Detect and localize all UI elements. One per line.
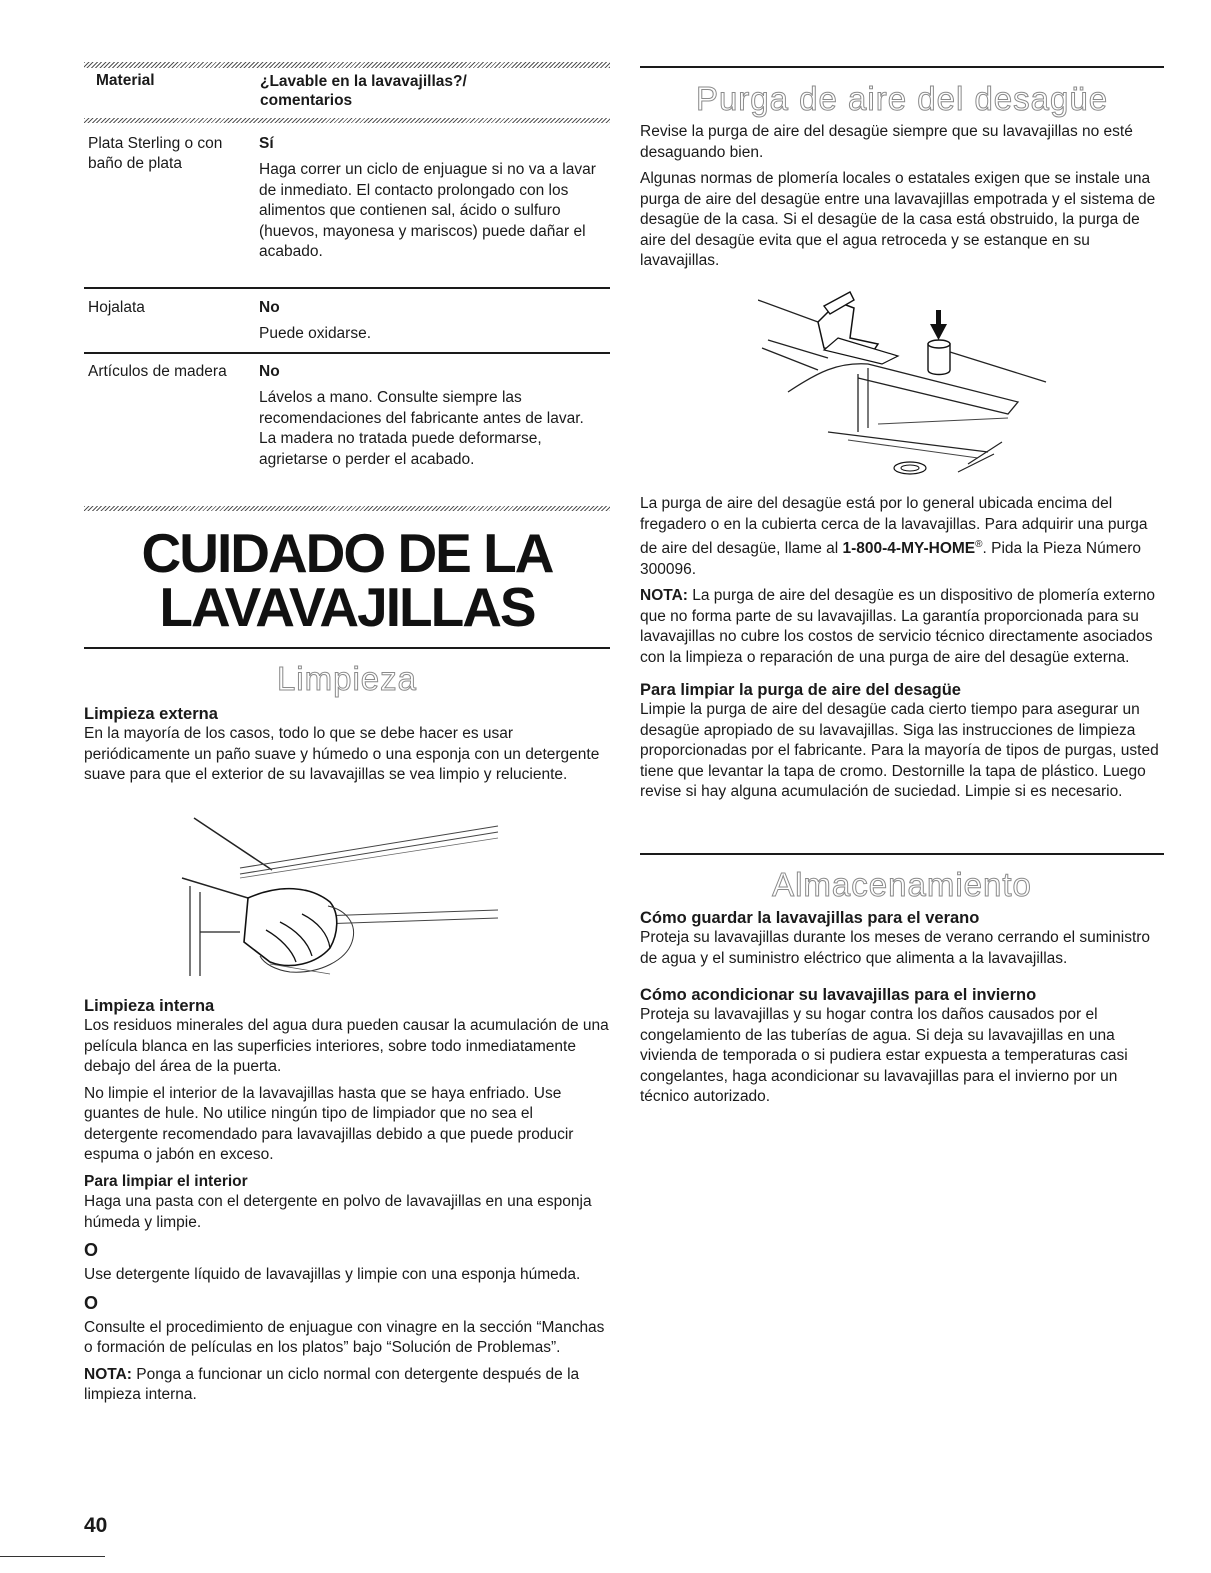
section-rule	[84, 647, 610, 649]
or-label: O	[84, 1292, 99, 1313]
row-comment: Haga correr un ciclo de enjuague si no va a lavar de inmediato. El contacto prolongado con los alimentos que contienen sal, ácido o sulfuro (huevos, mayonesa y mariscos) puede dañar el acabado.	[259, 161, 596, 260]
purga-intro	[640, 122, 1164, 272]
row-divider	[84, 287, 610, 289]
row-value	[259, 134, 604, 263]
row-comment: Lávelos a mano. Consulte siempre las recomendaciones del fabricante antes de lavar. La madera no tratada puede deformarse, agrietarse o perder el acabado.	[259, 389, 584, 468]
note-label: NOTA:	[640, 587, 688, 605]
registered-mark: ®	[975, 539, 983, 550]
or-label: O	[84, 1240, 99, 1260]
subheading-interior: Para limpiar el interior	[84, 1172, 248, 1190]
part-number-text: . Pida la Pieza Número 300096.	[640, 540, 1142, 578]
paragraph-interior-1: Haga una pasta con el detergente en polvo de lavavajillas en una esponja húmeda y limpie.	[84, 1193, 592, 1231]
table-header-hatch	[84, 118, 610, 123]
subheading-interna: Limpieza interna	[84, 997, 215, 1015]
row-value	[259, 362, 604, 470]
phone-number: 1-800-4-MY-HOME	[842, 540, 976, 558]
main-title	[84, 522, 610, 638]
note-label: NOTA:	[84, 1365, 132, 1383]
note-interna	[84, 1365, 610, 1406]
almacenamiento-content	[640, 908, 1164, 1108]
limpieza-interna	[84, 996, 610, 1406]
purga-location	[640, 494, 1164, 803]
paragraph-interna-2: No limpie el interior de la lavavajillas hasta que se haya enfriado. Use guantes de hule. No utilice ningún tipo de limpiador que no sea el detergente recomendado para lavavajillas debido a que puede producir espuma o jabón en exceso.	[84, 1084, 574, 1163]
row-answer: Sí	[259, 135, 274, 152]
row-material: Hojalata	[88, 299, 145, 316]
purga-location-text: La purga de aire del desagüe está por lo general ubicada encima del fregadero o en la cubierta cerca de la lavavajillas. Para adquirir una purga de aire del desagüe, llame al	[640, 495, 1148, 558]
row-material: Artículos de madera	[88, 363, 227, 380]
row-divider	[84, 352, 610, 354]
row-answer: No	[259, 363, 280, 380]
main-title-line1: CUIDADO DE LA	[141, 522, 553, 584]
note-text: La purga de aire del desagüe es un dispositivo de plomería externo que no forma parte de su lavavajillas. La garantía proporcionada para su lavavajillas no cubre los costos de servicio técnico directamente asociados con la limpieza o reparación de una purga de aire del desagüe externa.	[640, 587, 1155, 666]
row-comment: Puede oxidarse.	[259, 325, 372, 342]
section-title-limpieza: Limpieza	[276, 660, 418, 697]
table-bottom-hatch	[84, 506, 610, 511]
note-text: Ponga a funcionar un ciclo normal con detergente después de la limpieza interna.	[84, 1365, 580, 1403]
paragraph-verano: Proteja su lavavajillas durante los meses de verano cerrando el suministro de agua y el suministro eléctrico que alimenta a la lavavajillas.	[640, 929, 1151, 967]
note-purga	[640, 586, 1164, 668]
subheading-invierno: Cómo acondicionar su lavavajillas para el invierno	[640, 986, 1037, 1004]
paragraph-invierno: Proteja su lavavajillas y su hogar contra los daños causados por el congelamiento de las tuberías de agua. Si deja su lavavajillas en una vivienda de temporada o si pudiera estar expuesta a temperaturas casi congelantes, haga acondicionar su lavavajillas para el invierno por un técnico autorizado.	[640, 1006, 1128, 1105]
page-number: 40	[84, 1514, 108, 1537]
air-gap-illustration	[758, 282, 1048, 492]
row-answer: No	[259, 299, 280, 316]
subheading-limpiar-purga: Para limpiar la purga de aire del desagüe	[640, 681, 961, 700]
section-rule	[640, 853, 1164, 855]
paragraph-purga-2: Algunas normas de plomería locales o estatales exigen que se instale una purga de aire del desagüe entre una lavavajillas empotrada y el sistema de desagüe de la casa. Si el desagüe de la casa está obstruido, la purga de aire del desagüe evita que el agua retroceda y se estanque en su lavavajillas.	[640, 170, 1156, 269]
footer-line	[0, 1556, 105, 1557]
paragraph-interior-3: Consulte el procedimiento de enjuague con vinagre en la sección “Manchas o formación de películas en los platos” bajo “Solución de Problemas”.	[84, 1318, 605, 1356]
header-comments: ¿Lavable en la lavavajillas?/ comentarios	[260, 73, 467, 109]
limpieza-externa	[84, 704, 610, 786]
subheading-verano: Cómo guardar la lavavajillas para el verano	[640, 909, 980, 927]
subheading-externa: Limpieza externa	[84, 705, 218, 723]
section-title-almacenamiento: Almacenamiento	[772, 866, 1032, 903]
paragraph-purga-3	[640, 494, 1164, 580]
paragraph-limpiar-purga: Limpie la purga de aire del desagüe cada cierto tiempo para asegurar un desagüe apropiado de su lavavajillas. Siga las instrucciones de limpieza proporcionadas por el fabricante. Para la mayoría de tipos de purgas, usted tiene que levantar la tapa de cromo. Destornille la tapa de plástico. Luego revise si hay alguna acumulación de suciedad. Limpie si es necesario.	[640, 701, 1159, 801]
paragraph-purga-1: Revise la purga de aire del desagüe siempre que su lavavajillas no esté desaguando bien.	[640, 123, 1133, 161]
header-material: Material	[96, 72, 155, 89]
main-title-line2: LAVAVAJILLAS	[159, 576, 535, 638]
section-rule	[640, 66, 1164, 68]
paragraph-interior-2: Use detergente líquido de lavavajillas y limpie con una esponja húmeda.	[84, 1266, 581, 1283]
exterior-cleaning-illustration	[180, 814, 510, 984]
paragraph-interna-1: Los residuos minerales del agua dura pueden causar la acumulación de una película blanca en las superficies interiores, sobre todo inmediatamente debajo del área de la puerta.	[84, 1017, 609, 1075]
table-top-hatch	[84, 62, 610, 68]
section-title-purga: Purga de aire del desagüe	[695, 80, 1109, 117]
row-material: Plata Sterling o con baño de plata	[88, 135, 223, 172]
paragraph-externa: En la mayoría de los casos, todo lo que se debe hacer es usar periódicamente un paño suave y húmedo o una esponja con un detergente suave para que el exterior de su lavavajillas se vea limpio y reluciente.	[84, 725, 600, 783]
row-value	[259, 298, 604, 345]
